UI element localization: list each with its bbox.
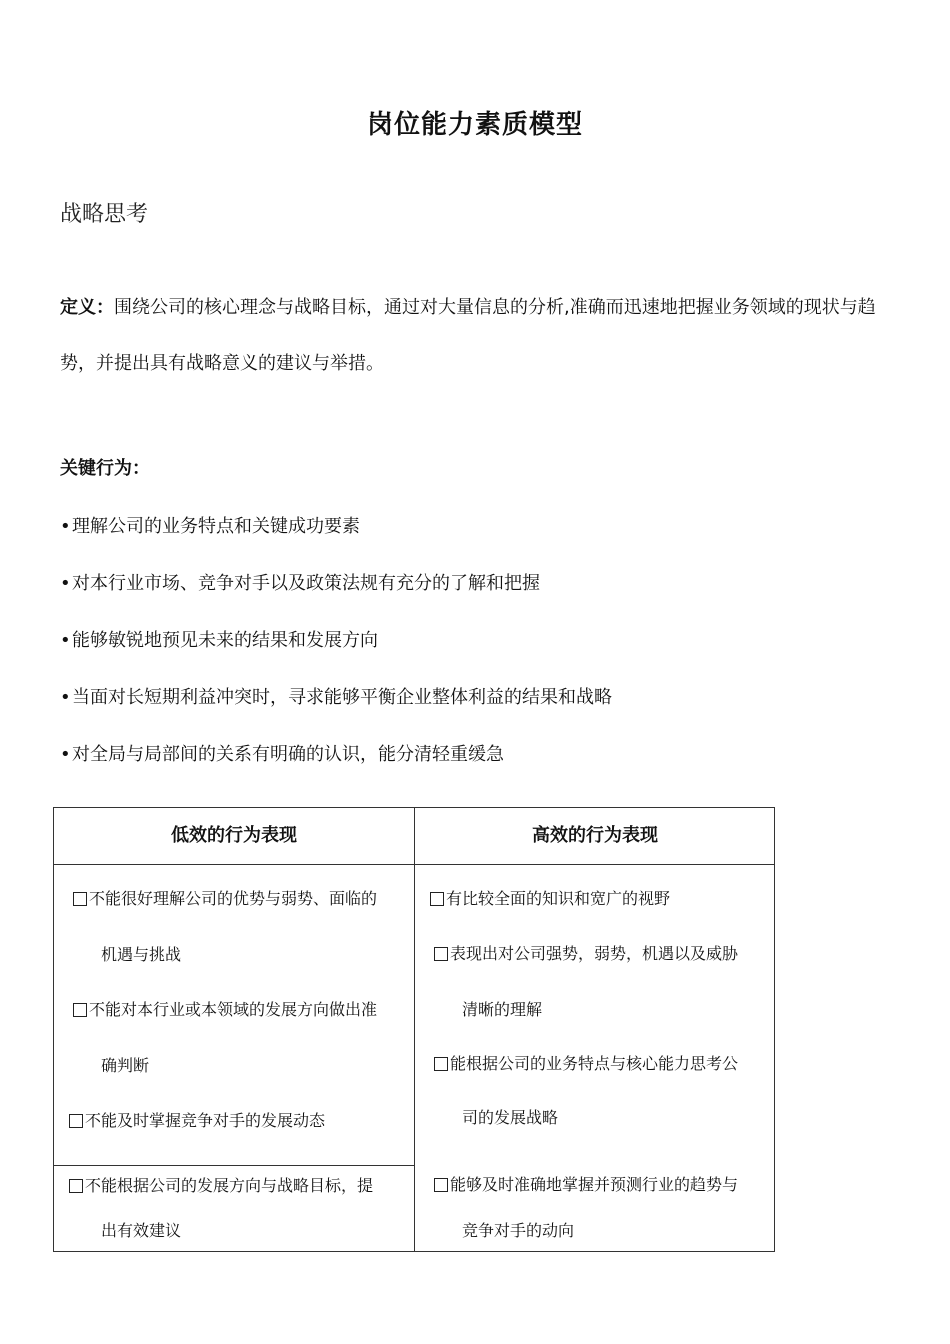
low-behavior-item: 不能很好理解公司的优势与弱势、面临的 机遇与挑战 xyxy=(73,886,377,965)
definition-label: 定义： xyxy=(60,297,114,318)
bullet: • xyxy=(60,744,71,765)
low-efficiency-header: 低效的行为表现 xyxy=(171,825,297,846)
bullet: • xyxy=(60,573,71,594)
bullet: • xyxy=(60,630,71,651)
high-behavior-item: 能根据公司的业务特点与核心能力思考公 司的发展战略 xyxy=(434,1051,738,1128)
definition-paragraph xyxy=(60,280,890,392)
checkbox-icon xyxy=(73,892,87,906)
high-behavior-item: 有比较全面的知识和宽广的视野 xyxy=(430,886,670,909)
checkbox-icon xyxy=(434,1178,448,1192)
checkbox-icon xyxy=(69,1114,83,1128)
list-item xyxy=(60,612,612,669)
high-efficiency-header: 高效的行为表现 xyxy=(532,825,658,846)
high-behavior-item: 能够及时准确地掌握并预测行业的趋势与 竞争对手的动向 xyxy=(434,1172,738,1241)
row-divider xyxy=(54,1165,414,1166)
behavior-table xyxy=(53,807,775,1252)
list-item-text: 对全局与局部间的关系有明确的认识，能分清轻重缓急 xyxy=(72,744,504,765)
checkbox-icon xyxy=(430,892,444,906)
list-item xyxy=(60,555,612,612)
low-behavior-item: 不能对本行业或本领域的发展方向做出准 确判断 xyxy=(73,997,377,1076)
bullet: • xyxy=(60,516,71,537)
header-divider xyxy=(54,864,774,865)
checkbox-icon xyxy=(434,947,448,961)
list-item xyxy=(60,498,612,555)
checkbox-icon xyxy=(434,1057,448,1071)
checkbox-icon xyxy=(73,1003,87,1017)
low-behavior-item: 不能及时掌握竞争对手的发展动态 xyxy=(69,1108,325,1131)
checkbox-icon xyxy=(69,1179,83,1193)
bullet: • xyxy=(60,687,71,708)
key-behaviors-list xyxy=(60,498,612,783)
list-item-text: 能够敏锐地预见未来的结果和发展方向 xyxy=(72,630,378,651)
definition-text: 围绕公司的核心理念与战略目标，通过对大量信息的分析,准确而迅速地把握业务领域的现状与趋势，并提出具有战略意义的建议与举措。 xyxy=(60,297,876,374)
key-behaviors-label: 关键行为： xyxy=(60,458,150,479)
high-behavior-item: 表现出对公司强势，弱势，机遇以及威胁 清晰的理解 xyxy=(434,941,738,1020)
section-heading: 战略思考 xyxy=(60,202,149,227)
list-item-text: 理解公司的业务特点和关键成功要素 xyxy=(72,516,360,537)
list-item xyxy=(60,726,612,783)
page-title: 岗位能力素质模型 xyxy=(366,110,583,140)
list-item-text: 对本行业市场、竞争对手以及政策法规有充分的了解和把握 xyxy=(72,573,540,594)
list-item xyxy=(60,669,612,726)
list-item-text: 当面对长短期利益冲突时，寻求能够平衡企业整体利益的结果和战略 xyxy=(72,687,612,708)
column-divider xyxy=(414,808,415,1251)
low-behavior-item: 不能根据公司的发展方向与战略目标，提 出有效建议 xyxy=(69,1173,373,1241)
